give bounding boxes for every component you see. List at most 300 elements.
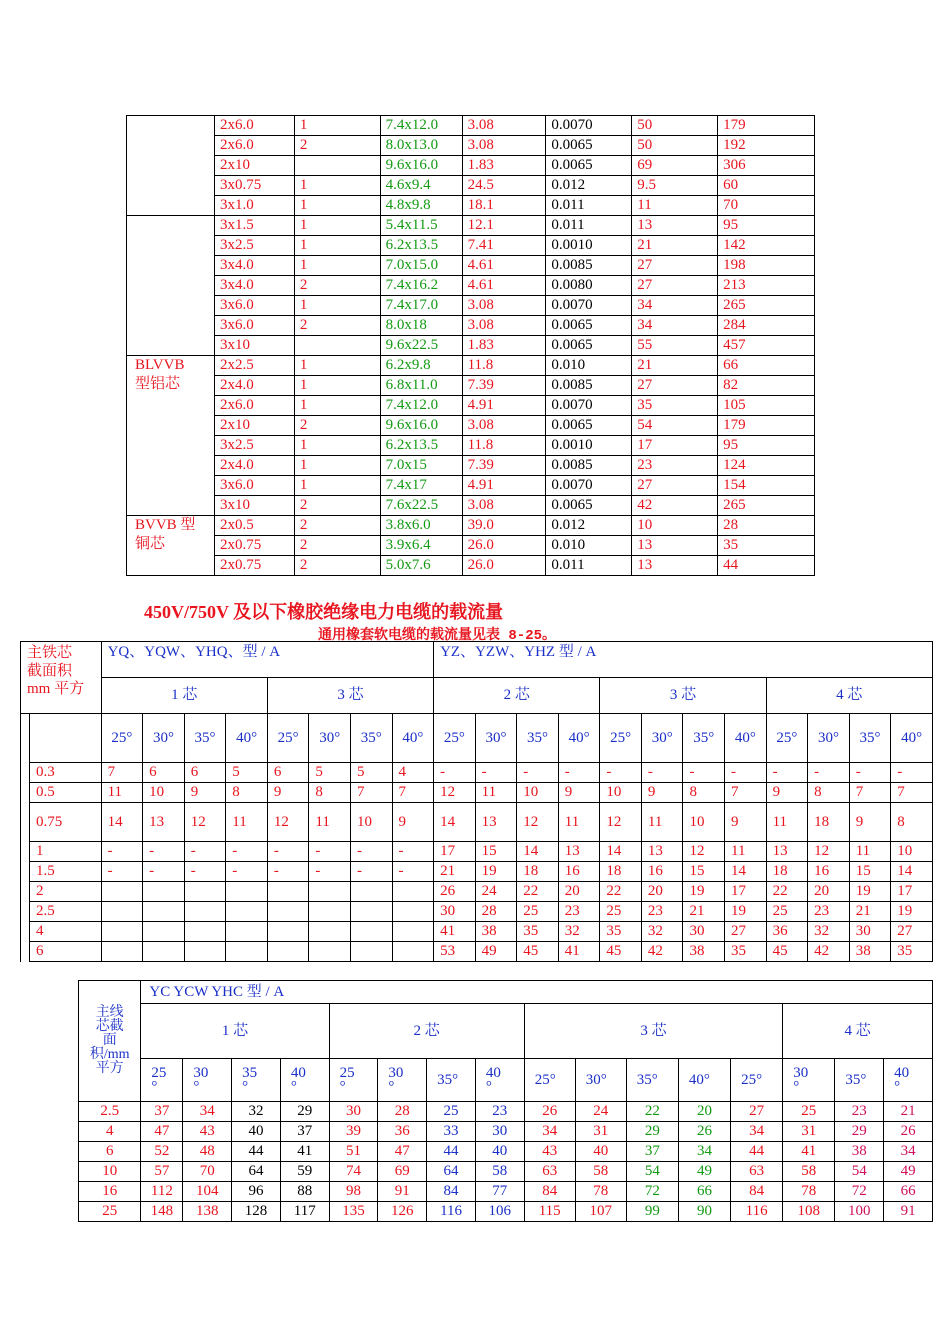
empty-header [29,714,101,763]
table-cell: 91 [378,1182,427,1202]
table-cell: 5 [226,763,268,783]
table-cell [184,942,226,962]
table-cell: 3x2.5 [214,236,294,256]
table-cell: 117 [280,1202,329,1222]
spacer-cell [21,942,30,962]
table-cell: 4.91 [462,476,546,496]
table-cell: 60 [718,176,815,196]
table-cell: 138 [183,1202,232,1222]
table-cell [267,942,309,962]
table-cell: 2 [294,496,380,516]
table-cell: 6 [143,763,185,783]
table-cell: 3x10 [214,336,294,356]
table-cell: 2x10 [214,156,294,176]
table-cell: 7 [849,783,891,803]
table-cell: 9 [392,803,434,842]
table-cell: 23 [835,1102,884,1122]
temp-header: 35° [427,1059,476,1102]
table-cell: 20 [558,882,600,902]
table-cell [309,902,351,922]
table-cell: 34 [884,1142,933,1162]
table-cell: 13 [632,536,718,556]
table-cell: 20 [641,882,683,902]
table-row [21,942,933,962]
table-cell: 0.011 [546,556,632,576]
table-cell: 284 [718,316,815,336]
table-cell: 3.08 [462,316,546,336]
table-cell: 30 [683,922,725,942]
table-cell: 6.2x13.5 [380,436,462,456]
temp-header: 30° [475,714,517,763]
table-cell: 66 [678,1182,730,1202]
table-cell: 10 [350,803,392,842]
table-cell: 142 [718,236,815,256]
table-cell: 9 [184,783,226,803]
table-cell [350,902,392,922]
temp-header: 25° [101,714,143,763]
table-cell: - [392,862,434,882]
spacer-cell [21,882,30,902]
table-cell: 7.39 [462,456,546,476]
table-cell: 2x4.0 [214,376,294,396]
core-header: 2 芯 [329,1004,524,1059]
table-cell: 57 [141,1162,183,1182]
table-cell: 21 [632,356,718,376]
table-cell [184,902,226,922]
table-cell: 12 [267,803,309,842]
table-cell: 18 [600,862,642,882]
table-cell: 32 [641,922,683,942]
table-cell: 7 [350,783,392,803]
table-cell: 95 [718,436,815,456]
table-row [127,136,815,156]
temp-header: 30 ° [183,1059,232,1102]
table-cell: 44 [731,1142,783,1162]
table-cell: 22 [766,882,808,902]
table-cell: 38 [475,922,517,942]
table-cell: 78 [783,1182,835,1202]
table-cell: 13 [475,803,517,842]
table-cell: 7.0x15.0 [380,256,462,276]
table-cell: 4 [392,763,434,783]
table-cell: 7.0x15 [380,456,462,476]
table-cell: 0.0085 [546,376,632,396]
table-cell: 1.83 [462,336,546,356]
table-cell: 36 [378,1122,427,1142]
table-cell: 82 [718,376,815,396]
spacer-cell [21,902,30,922]
table-cell: 3x6.0 [214,476,294,496]
table-cell: 35 [891,942,933,962]
table-cell: 179 [718,416,815,436]
table-cell: 3.08 [462,136,546,156]
table-cell: 32 [232,1102,281,1122]
table-cell: 0.0065 [546,416,632,436]
table-cell: 23 [558,902,600,922]
table-cell: 27 [632,476,718,496]
table-cell: 33 [427,1122,476,1142]
header-row [21,714,933,763]
table-cell: 23 [475,1102,524,1122]
table-cell: - [226,862,268,882]
table-row [21,862,933,882]
table-cell: 8 [808,783,850,803]
table-cell: 3x4.0 [214,256,294,276]
table-row [127,196,815,216]
table-cell: 11.8 [462,356,546,376]
table-cell [226,922,268,942]
table-cell: 30 [329,1102,378,1122]
table-cell: 16 [641,862,683,882]
table-row [79,1182,933,1202]
table-cell: 16 [808,862,850,882]
temp-header: 40° [558,714,600,763]
table-cell: 265 [718,296,815,316]
table-cell: 35 [632,396,718,416]
table-cell: 40 [232,1122,281,1142]
temp-header: 30° [641,714,683,763]
table-cell: 30 [475,1122,524,1142]
header-row [21,642,933,678]
table-cell: 70 [718,196,815,216]
table-row [127,416,815,436]
group-label: BVVB 型 铜芯 [127,516,215,576]
header-row [79,981,933,1004]
table-cell: 135 [329,1202,378,1222]
table-cell: 40 [475,1142,524,1162]
table-cell: 30 [849,922,891,942]
table-cell: 4.91 [462,396,546,416]
table-cell: 64 [232,1162,281,1182]
size-cell: 0.3 [29,763,101,783]
table-cell: 13 [632,216,718,236]
table-cell: 100 [835,1202,884,1222]
table-cell: - [808,763,850,783]
table-cell: 34 [678,1142,730,1162]
temp-header: 25° [600,714,642,763]
table-cell: 15 [475,842,517,862]
table-cell: 13 [143,803,185,842]
table-cell: 69 [378,1162,427,1182]
table-cell: 29 [280,1102,329,1122]
table-cell [392,882,434,902]
table-cell: 4.8x9.8 [380,196,462,216]
table-row [127,456,815,476]
temp-header: 35° [184,714,226,763]
table-cell: 18 [517,862,559,882]
table-cell: 192 [718,136,815,156]
table-cell: - [267,862,309,882]
table-cell: 2 [294,536,380,556]
table-cell: - [101,862,143,882]
table-cell: 6.8x11.0 [380,376,462,396]
table-cell: 213 [718,276,815,296]
temp-header: 25° [267,714,309,763]
table-cell: 2 [294,316,380,336]
table-cell [101,922,143,942]
table-cell: 9 [267,783,309,803]
table-cell: 6 [184,763,226,783]
table-cell: 96 [232,1182,281,1202]
table-cell: 50 [632,136,718,156]
size-cell: 2.5 [29,902,101,922]
temp-header: 25 ° [141,1059,183,1102]
table-cell: 106 [475,1202,524,1222]
table-row [127,436,815,456]
table-cell: 41 [434,922,476,942]
table-cell: 25 [766,902,808,922]
core-header: 3 芯 [524,1004,783,1059]
table-row [127,556,815,576]
table-cell: 6.2x13.5 [380,236,462,256]
table-cell: 126 [378,1202,427,1222]
temp-header: 30° [575,1059,626,1102]
table-cell: 1 [294,296,380,316]
table-cell: 1.83 [462,156,546,176]
temp-header: 35° [683,714,725,763]
table-row [127,116,815,136]
table-cell: 0.0010 [546,436,632,456]
table-cell: 13 [641,842,683,862]
table-row [127,296,815,316]
table-cell: 30 [434,902,476,922]
table-cell: - [517,763,559,783]
table-cell: 11 [101,783,143,803]
table-cell: 0.012 [546,176,632,196]
table-row [127,516,815,536]
table-cell: 58 [475,1162,524,1182]
table-cell: 3.9x6.4 [380,536,462,556]
table-cell: 2 [294,416,380,436]
table-cell: - [849,763,891,783]
table-cell: 27 [891,922,933,942]
table-cell [309,942,351,962]
table-cell: 39 [329,1122,378,1142]
table-cell: 13 [632,556,718,576]
table-cell: 265 [718,496,815,516]
header-row [79,1059,933,1102]
table-cell [143,942,185,962]
table-cell: 2x0.75 [214,556,294,576]
table-cell: 21 [632,236,718,256]
table-cell: - [184,842,226,862]
corner-header: 主线 芯截 面 积/mm 平方 [79,981,141,1102]
table-cell: 7.4x16.2 [380,276,462,296]
table-cell: 5.4x11.5 [380,216,462,236]
core-header: 3 芯 [600,678,766,714]
table-cell: 78 [575,1182,626,1202]
table-cell: 7 [725,783,767,803]
table-row [79,1142,933,1162]
table-cell: 41 [558,942,600,962]
table-cell: 29 [835,1122,884,1142]
group-header-b: YZ、YZW、YHZ 型 / A [434,642,933,678]
spacer-cell [21,862,30,882]
table-cell [101,942,143,962]
table-cell: 2x4.0 [214,456,294,476]
table-cell: 20 [808,882,850,902]
table-row [127,276,815,296]
spacer-cell [21,714,30,763]
temp-header: 25° [731,1059,783,1102]
table-cell: 27 [632,376,718,396]
table-cell: 7 [392,783,434,803]
table-cell: 4.61 [462,276,546,296]
table-cell: 84 [524,1182,575,1202]
table-cell: 3x6.0 [214,316,294,336]
table-cell: 8 [683,783,725,803]
table-cell: 198 [718,256,815,276]
table-cell: - [891,763,933,783]
temp-header: 25° [434,714,476,763]
table-cell: 35 [517,922,559,942]
table-cell: 3.08 [462,296,546,316]
table-cell: 4.6x9.4 [380,176,462,196]
table-cell: 1 [294,116,380,136]
table-cell: 49 [884,1162,933,1182]
table-cell: 34 [731,1122,783,1142]
table-cell: 12 [808,842,850,862]
spacer-cell [21,922,30,942]
table-cell: 12.1 [462,216,546,236]
temp-header: 30° [143,714,185,763]
temp-header: 30° [808,714,850,763]
header-row [21,678,933,714]
table-cell: 41 [783,1142,835,1162]
table-cell: 91 [884,1202,933,1222]
table-cell: 69 [632,156,718,176]
table-cell: 23 [808,902,850,922]
table-cell: 17 [632,436,718,456]
temp-header: 35° [350,714,392,763]
table-cell: 58 [783,1162,835,1182]
table-cell: 105 [718,396,815,416]
table-cell: 18 [808,803,850,842]
table-row [127,216,815,236]
table-cell: 9.6x22.5 [380,336,462,356]
temp-header: 40° [891,714,933,763]
table-cell: 54 [632,416,718,436]
table-cell: 11 [725,842,767,862]
table-cell: 90 [678,1202,730,1222]
table-cell: 11 [309,803,351,842]
table-row [127,336,815,356]
table-cell: 17 [725,882,767,902]
table-cell: - [434,763,476,783]
table-cell [143,922,185,942]
group-label: BLVVB 型铝芯 [127,356,215,516]
table-cell: 9.6x16.0 [380,156,462,176]
table-cell: - [683,763,725,783]
table-cell: 1 [294,476,380,496]
table-cell: 31 [575,1122,626,1142]
table-cell: 31 [783,1122,835,1142]
table-cell: 22 [517,882,559,902]
table-cell: 15 [849,862,891,882]
table-cell: 29 [626,1122,678,1142]
table-cell: 11 [641,803,683,842]
table-row [21,763,933,783]
table-cell: 47 [378,1142,427,1162]
table-cell: 1 [294,376,380,396]
core-header: 2 芯 [434,678,600,714]
table-cell: 1 [294,176,380,196]
table-cell: 0.0065 [546,316,632,336]
table-cell: 3x0.75 [214,176,294,196]
table-cell: 0.0085 [546,456,632,476]
table-cell: 40 [575,1142,626,1162]
table-cell: 25 [600,902,642,922]
temp-header: 40 ° [280,1059,329,1102]
table-cell [309,922,351,942]
yc-cable-ampacity-table [78,980,933,1222]
table-cell: 36 [766,922,808,942]
table-cell: 0.0070 [546,476,632,496]
table-cell: 10 [600,783,642,803]
table-cell: 3.08 [462,496,546,516]
table-cell [350,942,392,962]
table-cell: 14 [725,862,767,882]
size-cell: 16 [79,1182,141,1202]
table-cell: 124 [718,456,815,476]
table-cell: 28 [475,902,517,922]
table-cell: - [143,842,185,862]
table-cell: 21 [884,1102,933,1122]
table-cell: 2x10 [214,416,294,436]
table-row [21,783,933,803]
table-cell: - [766,763,808,783]
group-header: YC YCW YHC 型 / A [141,981,933,1004]
size-cell: 0.5 [29,783,101,803]
table-cell: 7.4x12.0 [380,116,462,136]
table-cell: 21 [434,862,476,882]
table-cell: 28 [718,516,815,536]
table-cell [294,336,380,356]
table-row [79,1122,933,1142]
table-cell: 44 [427,1142,476,1162]
table-cell: 0.0010 [546,236,632,256]
temp-header: 35° [835,1059,884,1102]
table-row [127,356,815,376]
table-row [127,316,815,336]
table-cell [350,882,392,902]
temp-header: 25° [766,714,808,763]
table-cell: 52 [141,1142,183,1162]
table-cell: 45 [517,942,559,962]
table-cell: 11 [766,803,808,842]
table-cell: 50 [632,116,718,136]
table-row [21,803,933,842]
table-cell [101,902,143,922]
table-cell: 38 [683,942,725,962]
table-cell: 14 [600,842,642,862]
table-cell: 1 [294,216,380,236]
table-cell: 72 [835,1182,884,1202]
table-cell: 63 [524,1162,575,1182]
table-cell: 19 [891,902,933,922]
table-cell: 54 [835,1162,884,1182]
temp-header: 30 ° [783,1059,835,1102]
table-cell: 1 [294,196,380,216]
table-cell: - [558,763,600,783]
table-cell [184,882,226,902]
size-cell: 4 [79,1122,141,1142]
table-cell: 1 [294,396,380,416]
table-cell: 107 [575,1202,626,1222]
table-cell: - [184,862,226,882]
table-cell: 2x0.5 [214,516,294,536]
table-cell: 9 [725,803,767,842]
